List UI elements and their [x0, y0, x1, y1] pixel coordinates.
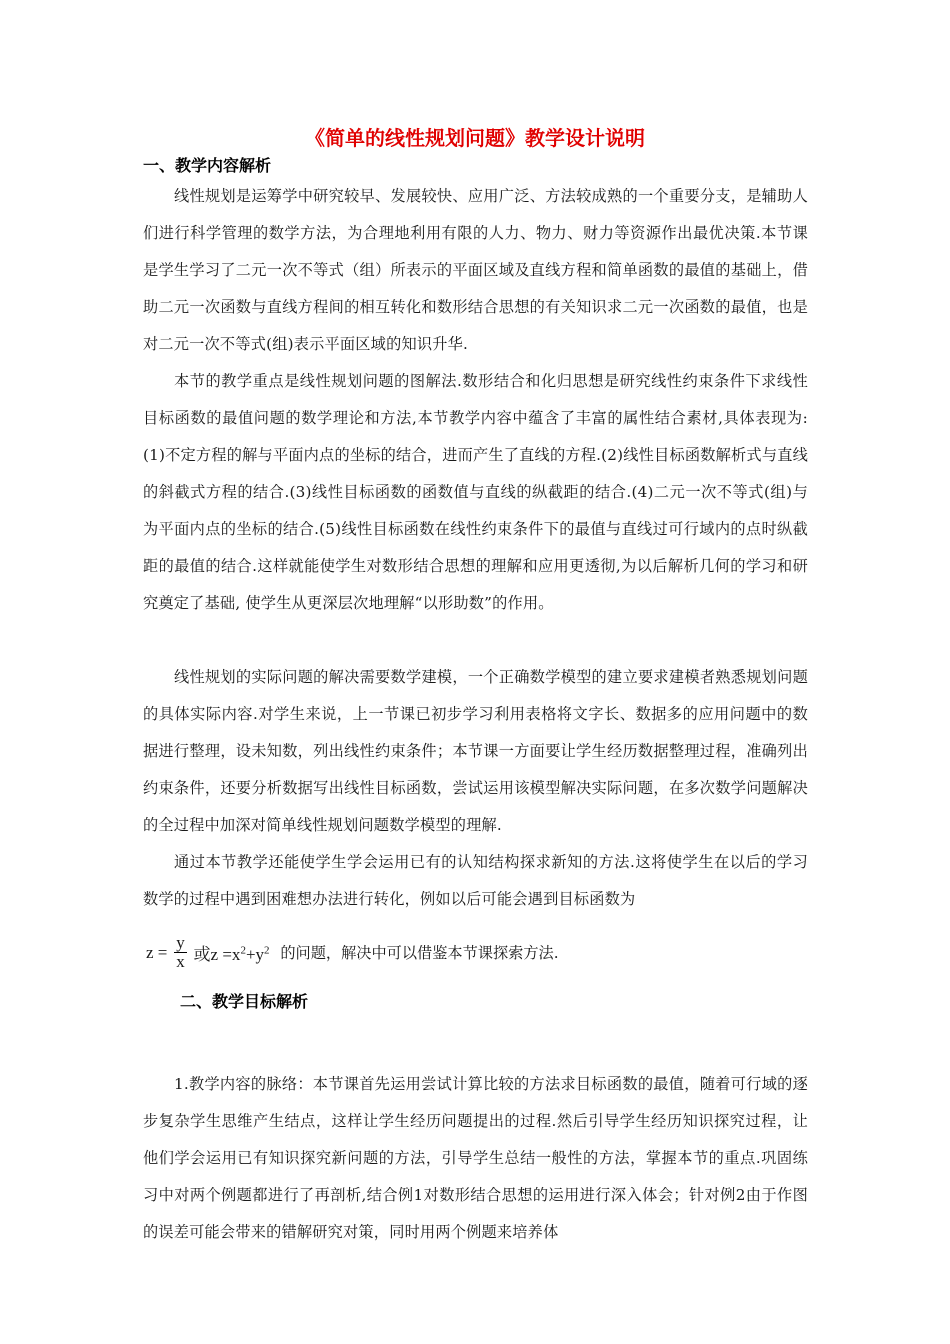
- paragraph-teaching-focus: 本节的教学重点是线性规划问题的图解法.数形结合和化归思想是研究线性约束条件下求线性目标函数的最值问题的数学理论和方法,本节教学内容中蕴含了丰富的属性结合素材,具体表现为:(1)不定方程的解与平面内点的坐标的结合，进而产生了直线的方程.(2)线性目标函数解析式与直线的斜截式方程的结合.(3)线性目标函数的函数值与直线的纵截距的结合.(4)二元一次不等式(组)与为平面内点的坐标的结合.(5)线性目标函数在线性约束条件下的最值与直线过可行域内的点时纵截距的最值的结合.这样就能使学生对数形结合思想的理解和应用更透彻,为以后解析几何的学习和研究奠定了基础, 使学生从更深层次地理解“以形助数”的作用。: [143, 372, 808, 612]
- section-heading-objectives-analysis: 二、教学目标解析: [180, 992, 309, 1011]
- formula-exponent-1: 2: [240, 944, 246, 957]
- paragraph-cognitive-structure: 通过本节教学还能使学生学会运用已有的认知结构探求新知的方法.这将使学生在以后的学习数学的过程中遇到困难想办法进行转化，例如以后可能会遇到目标函数为: [143, 853, 808, 908]
- document-title: 《简单的线性规划问题》教学设计说明: [305, 126, 645, 150]
- formula-exponent-2: 2: [264, 944, 270, 957]
- formula-fraction: [174, 934, 187, 971]
- fraction-denominator: x: [176, 952, 185, 971]
- formula-lhs: z =: [146, 942, 168, 962]
- fraction-numerator: y: [176, 933, 185, 952]
- formula-tail-text: 的问题，解决中可以借鉴本节课探索方法.: [280, 944, 559, 962]
- formula-connector: 或z =x: [193, 945, 241, 964]
- paragraph-content-context: 1.教学内容的脉络：本节课首先运用尝试计算比较的方法求目标函数的最值，随着可行域的逐步复杂学生思维产生结点，这样让学生经历问题提出的过程.然后引导学生经历知识探究过程，让他们学会运用已有知识探究新问题的方法，引导学生总结一般性的方法，掌握本节的重点.巩固练习中对两个例题都进行了再剖析,结合例1对数形结合思想的运用进行深入体会；针对例2由于作图的误差可能会带来的错解研究对策，同时用两个例题来培养体: [143, 1075, 808, 1241]
- formula-expression: [194, 940, 270, 965]
- formula-plus: +y: [245, 945, 265, 964]
- paragraph-modeling: 线性规划的实际问题的解决需要数学建模，一个正确数学模型的建立要求建模者熟悉规划问题的具体实际内容.对学生来说，上一节课已初步学习利用表格将文字长、数据多的应用问题中的数据进行整理，设未知数，列出线性约束条件；本节课一方面要让学生经历数据整理过程，准确列出约束条件，还要分析数据写出线性目标函数，尝试运用该模型解决实际问题，在多次数学问题解决的全过程中加深对简单线性规划问题数学模型的理解.: [143, 668, 808, 834]
- paragraph-linear-programming-intro: 线性规划是运筹学中研究较早、发展较快、应用广泛、方法较成熟的一个重要分支，是辅助人们进行科学管理的数学方法，为合理地利用有限的人力、物力、财力等资源作出最优决策.本节课是学生学习了二元一次不等式（组）所表示的平面区域及直线方程和简单函数的最值的基础上，借助二元一次函数与直线方程间的相互转化和数形结合思想的有关知识求二元一次函数的最值，也是对二元一次不等式(组)表示平面区域的知识升华.: [143, 187, 808, 353]
- section-heading-content-analysis: 一、教学内容解析: [143, 156, 272, 175]
- formula-line: [146, 934, 806, 980]
